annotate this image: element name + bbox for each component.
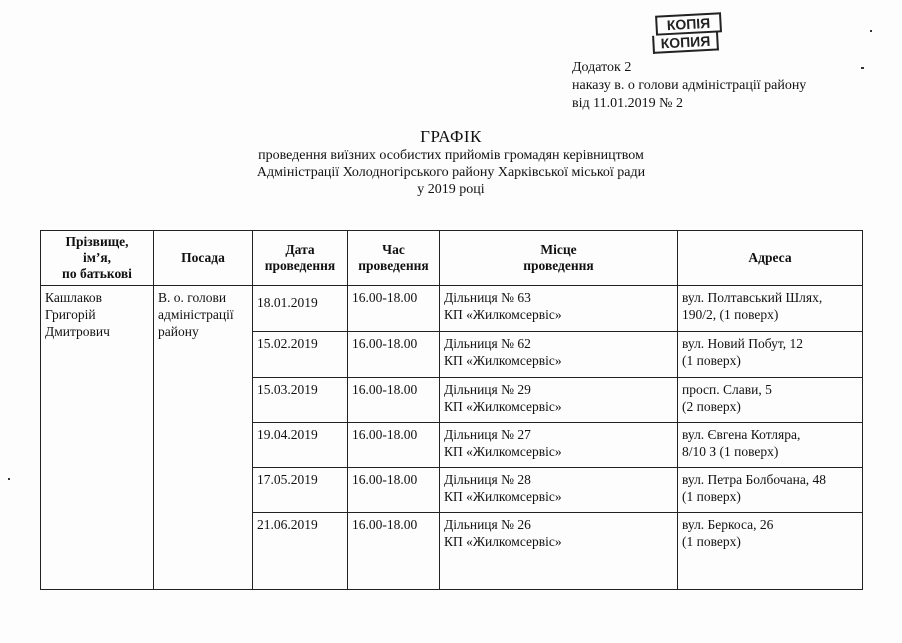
document-title: ГРАФІК [420, 127, 482, 146]
subtitle-line-3: у 2019 році [417, 182, 485, 197]
row-address: вул. Беркоса, 26 (1 поверх) [678, 513, 863, 590]
row-time: 16.00-18.00 [348, 468, 440, 513]
row-place: Дільниця № 29 КП «Жилкомсервіс» [440, 378, 678, 423]
table-header-row [41, 231, 863, 286]
row-address: вул. Євгена Котляра, 8/10 З (1 поверх) [678, 423, 863, 468]
row-date: 19.04.2019 [253, 423, 348, 468]
row-place: Дільниця № 26 КП «Жилкомсервіс» [440, 513, 678, 590]
addendum-number: Додаток 2 [572, 60, 632, 75]
scan-speck [8, 478, 10, 480]
scan-speck [861, 67, 864, 69]
row-time: 16.00-18.00 [348, 378, 440, 423]
row-time: 16.00-18.00 [348, 513, 440, 590]
addendum-date: від 11.01.2019 № 2 [572, 96, 683, 111]
header-date: Дата проведення [253, 231, 348, 286]
row-address: вул. Полтавський Шлях, 190/2, (1 поверх) [678, 286, 863, 332]
header-time: Час проведення [348, 231, 440, 286]
header-name: Прізвище, ім’я, по батькові [41, 231, 154, 286]
row-date: 21.06.2019 [253, 513, 348, 590]
row-place: Дільниця № 62 КП «Жилкомсервіс» [440, 332, 678, 378]
header-position: Посада [154, 231, 253, 286]
addendum-order: наказу в. о голови адміністрації району [572, 78, 807, 93]
subtitle-line-2: Адміністрації Холодногірського району Харківської міської ради [256, 165, 646, 180]
row-date: 18.01.2019 [253, 286, 348, 332]
row-address: вул. Петра Болбочана, 48 (1 поверх) [678, 468, 863, 513]
row-address: просп. Слави, 5 (2 поверх) [678, 378, 863, 423]
addendum-block [572, 59, 806, 113]
row-place: Дільниця № 27 КП «Жилкомсервіс» [440, 423, 678, 468]
person-position: В. о. голови адміністрації району [154, 286, 253, 590]
row-time: 16.00-18.00 [348, 423, 440, 468]
person-name: Кашлаков Григорій Дмитрович [41, 286, 154, 590]
header-address: Адреса [678, 231, 863, 286]
row-address: вул. Новий Побут, 12 (1 поверх) [678, 332, 863, 378]
subtitle-line-1: проведення виїзних особистих прийомів громадян керівництвом [258, 148, 644, 163]
row-place: Дільниця № 63 КП «Жилкомсервіс» [440, 286, 678, 332]
row-place: Дільниця № 28 КП «Жилкомсервіс» [440, 468, 678, 513]
row-time: 16.00-18.00 [348, 286, 440, 332]
header-place: Місце проведення [440, 231, 678, 286]
row-date: 15.03.2019 [253, 378, 348, 423]
row-date: 17.05.2019 [253, 468, 348, 513]
table-row [41, 286, 863, 332]
copy-stamp [651, 12, 725, 54]
row-time: 16.00-18.00 [348, 332, 440, 378]
title-block [0, 127, 902, 198]
scan-speck [870, 30, 872, 32]
stamp-line-2: КОПИЯ [652, 32, 719, 53]
stamp-line-1: КОПІЯ [655, 12, 722, 35]
row-date: 15.02.2019 [253, 332, 348, 378]
schedule-table [40, 230, 863, 590]
